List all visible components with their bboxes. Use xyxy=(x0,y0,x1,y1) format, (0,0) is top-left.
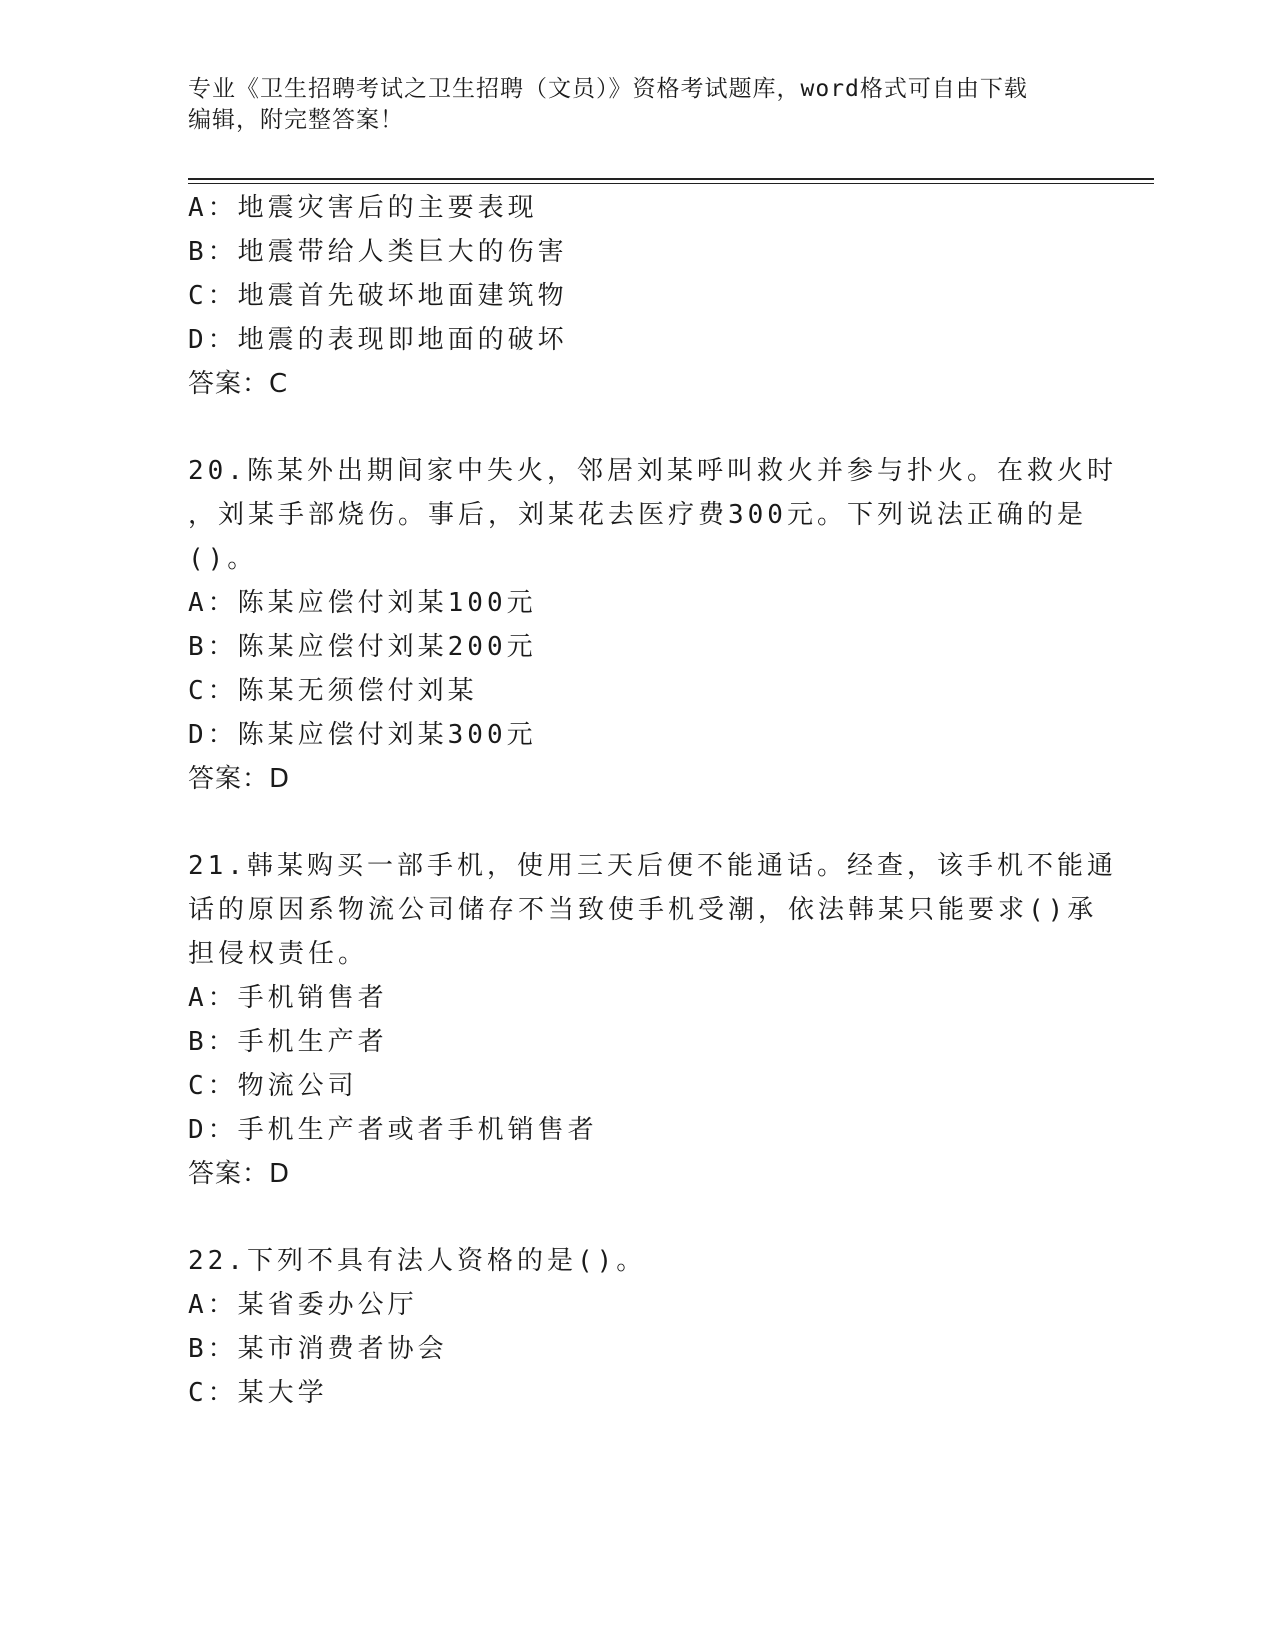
q21-answer: 答案：D xyxy=(188,1159,291,1189)
q19-option-d: D：地震的表现即地面的破坏 xyxy=(188,325,568,355)
q20-answer: 答案：D xyxy=(188,764,291,794)
q20-stem-line-1: 20.陈某外出期间家中失火，邻居刘某呼叫救火并参与扑火。在救火时 xyxy=(188,456,1117,486)
header-line-1: 专业《卫生招聘考试之卫生招聘（文员）》资格考试题库，word格式可自由下载 xyxy=(188,76,1028,102)
header-line-2: 编辑，附完整答案！ xyxy=(188,107,404,133)
q22-option-a: A：某省委办公厅 xyxy=(188,1290,418,1320)
q21-option-b: B：手机生产者 xyxy=(188,1027,388,1057)
q21-option-d: D：手机生产者或者手机销售者 xyxy=(188,1115,598,1145)
q19-option-c: C：地震首先破坏地面建筑物 xyxy=(188,281,568,311)
q20-option-c: C：陈某无须偿付刘某 xyxy=(188,676,478,706)
q22-stem-line-1: 22.下列不具有法人资格的是()。 xyxy=(188,1246,647,1276)
q21-stem-line-3: 担侵权责任。 xyxy=(188,939,369,969)
q22-option-b: B：某市消费者协会 xyxy=(188,1334,448,1364)
q20-option-d: D：陈某应偿付刘某300元 xyxy=(188,720,537,750)
document-header xyxy=(188,74,1088,136)
q20-stem-line-2: ，刘某手部烧伤。事后，刘某花去医疗费300元。下列说法正确的是 xyxy=(188,500,1087,530)
header-divider-thin xyxy=(188,183,1154,184)
q20-option-a: A：陈某应偿付刘某100元 xyxy=(188,588,537,618)
q21-option-a: A：手机销售者 xyxy=(188,983,388,1013)
q21-stem-line-1: 21.韩某购买一部手机，使用三天后便不能通话。经查，该手机不能通 xyxy=(188,851,1117,881)
q19-answer: 答案：C xyxy=(188,369,289,399)
q19-option-a: A：地震灾害后的主要表现 xyxy=(188,193,538,223)
q22-option-c: C：某大学 xyxy=(188,1378,328,1408)
q20-stem-line-3: ()。 xyxy=(188,544,258,574)
header-divider-thick xyxy=(188,178,1154,180)
q19-option-b: B：地震带给人类巨大的伤害 xyxy=(188,237,568,267)
q20-option-b: B：陈某应偿付刘某200元 xyxy=(188,632,537,662)
q21-stem-line-2: 话的原因系物流公司储存不当致使手机受潮，依法韩某只能要求()承 xyxy=(188,895,1098,925)
q21-option-c: C：物流公司 xyxy=(188,1071,358,1101)
